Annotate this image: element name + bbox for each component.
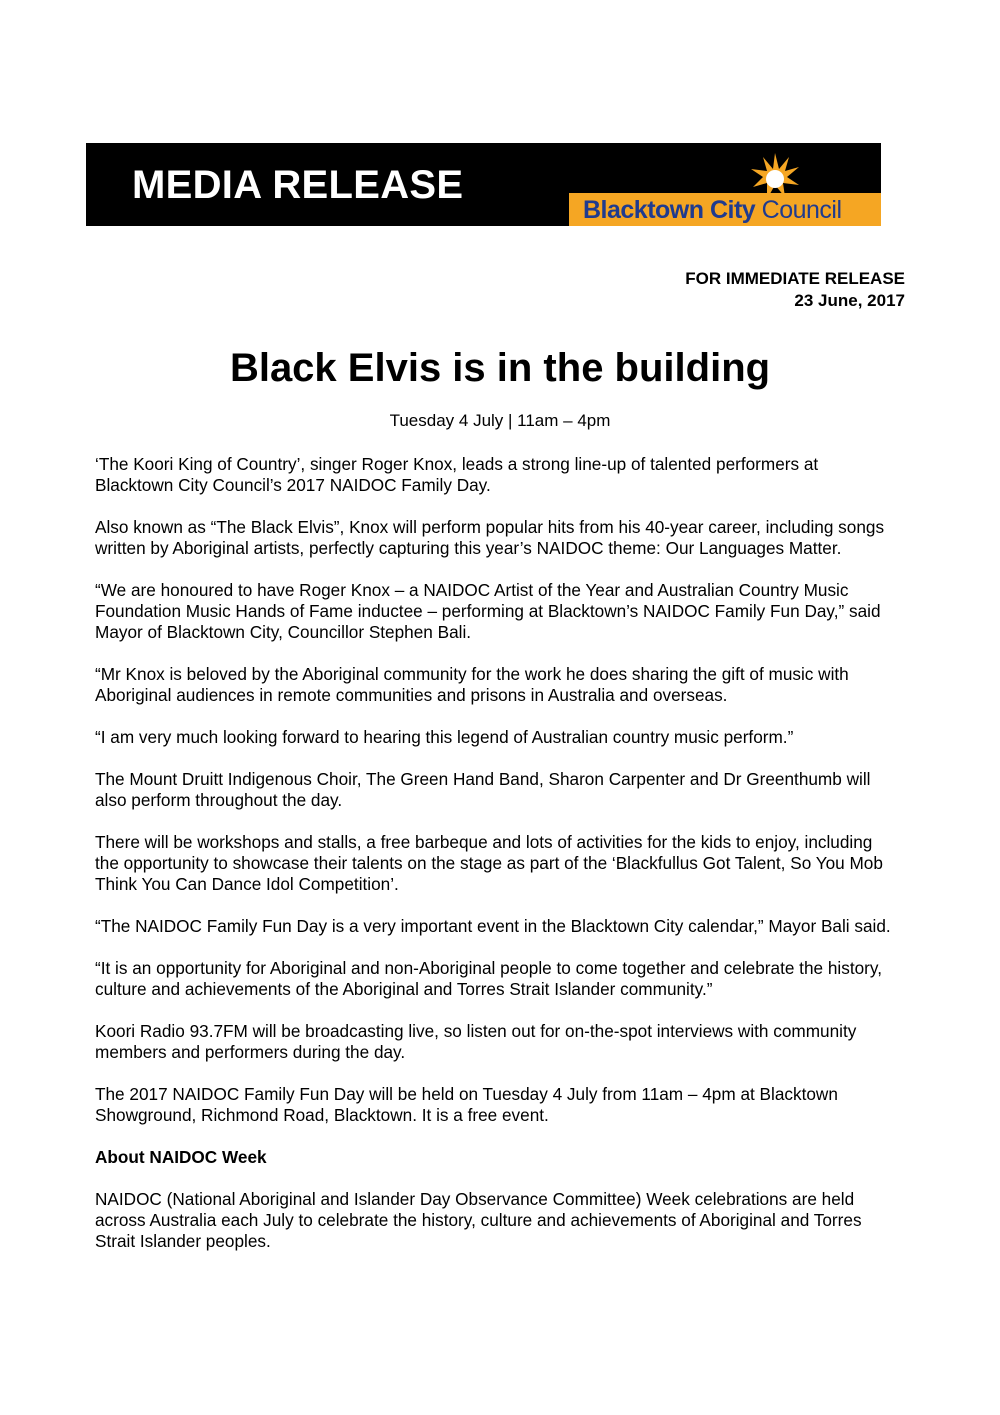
release-info — [685, 268, 905, 312]
banner-title: MEDIA RELEASE — [132, 163, 464, 207]
paragraph: The 2017 NAIDOC Family Fun Day will be held on Tuesday 4 July from 11am – 4pm at Blacktown Showground, Richmond Road, Blacktown. It is a free event. — [95, 1084, 838, 1125]
paragraph: “Mr Knox is beloved by the Aboriginal community for the work he does sharing the gift of music with Aboriginal audiences in remote communities and prisons in Australia and overseas. — [95, 664, 849, 705]
paragraph: “It is an opportunity for Aboriginal and non-Aboriginal people to come together and celebrate the history, culture and achievements of the Aboriginal and Torres Strait Islander community.” — [95, 958, 882, 999]
about-heading: About NAIDOC Week — [95, 1147, 267, 1167]
paragraph: Koori Radio 93.7FM will be broadcasting live, so listen out for on-the-spot interviews with community members and performers during the day. — [95, 1021, 857, 1062]
logo-wordmark — [583, 196, 842, 224]
headline: Black Elvis is in the building — [229, 346, 771, 390]
paragraph: Also known as “The Black Elvis”, Knox will perform popular hits from his 40-year career, including songs written by Aboriginal artists, perfectly capturing this year’s NAIDOC theme: Our Languages Matter. — [95, 517, 885, 558]
event-dateline: Tuesday 4 July | 11am – 4pm — [389, 411, 611, 430]
blacktown-city-council-logo — [569, 151, 881, 226]
paragraph: There will be workshops and stalls, a free barbeque and lots of activities for the kids to enjoy, including the opportunity to showcase their talents on the stage as part of the ‘Blackfullus Got Talent, So You Mob Think You Can Dance Idol Competition’. — [95, 832, 883, 894]
logo-name-part2: Council — [761, 196, 842, 224]
paragraph: ‘The Koori King of Country’, singer Roger Knox, leads a strong line-up of talented performers at Blacktown City Council’s 2017 NAIDOC Family Day. — [95, 454, 819, 495]
media-release-banner — [86, 143, 881, 226]
release-body — [95, 454, 895, 1273]
about-paragraph: NAIDOC (National Aboriginal and Islander Day Observance Committee) Week celebrations are held across Australia each July to celebrate the history, culture and achievements of Aboriginal and Torres Strait Islander peoples. — [95, 1189, 862, 1251]
paragraph: The Mount Druitt Indigenous Choir, The Green Hand Band, Sharon Carpenter and Dr Greenthumb will also perform throughout the day. — [95, 769, 871, 810]
release-label: FOR IMMEDIATE RELEASE — [685, 269, 905, 288]
logo-name-part1: Blacktown City — [583, 196, 762, 224]
paragraph: “The NAIDOC Family Fun Day is a very important event in the Blacktown City calendar,” Mayor Bali said. — [95, 916, 891, 936]
paragraph: “I am very much looking forward to hearing this legend of Australian country music perform.” — [95, 727, 794, 747]
release-date: 23 June, 2017 — [794, 291, 905, 310]
paragraph: “We are honoured to have Roger Knox – a NAIDOC Artist of the Year and Australian Country Music Foundation Music Hands of Fame inductee – performing at Blacktown’s NAIDOC Family Fun Day,” said Mayor of Blacktown City, Councillor Stephen Bali. — [95, 580, 881, 642]
